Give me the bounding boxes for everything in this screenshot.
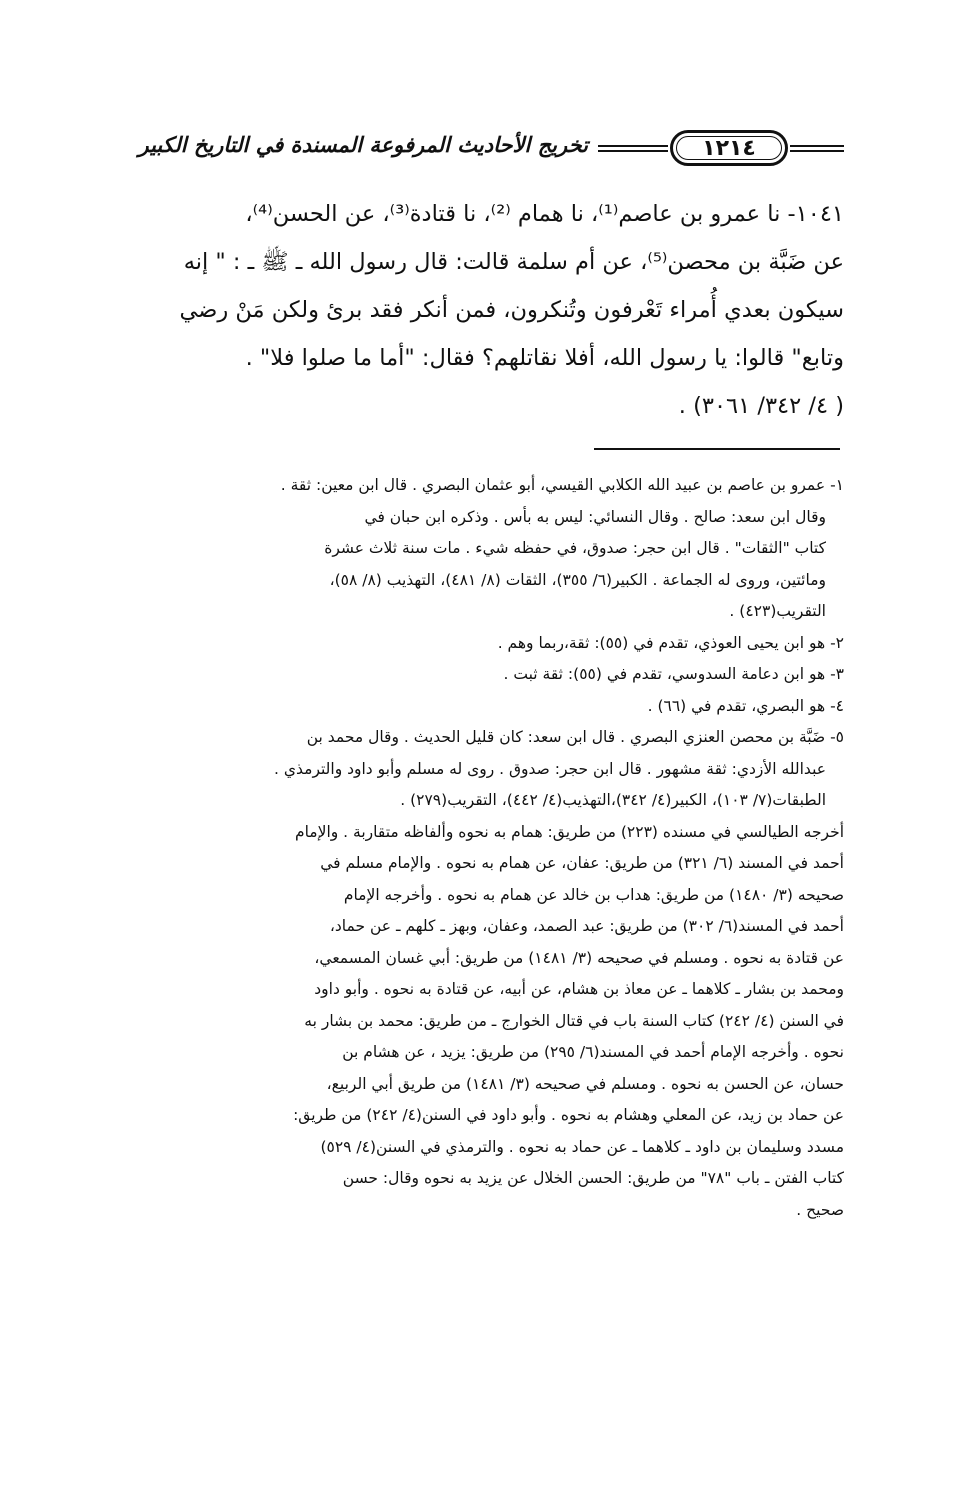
takhrij-line: في السنن (٤/ ٢٤٢) كتاب السنة باب في قتال الخوارج ـ من طريق: محمد بن بشار به [304, 1011, 844, 1030]
takhrij-line: نحوه . وأخرجه الإمام أحمد في المسند(٦/ ٢٩٥) من طريق: يزيد ، عن هشام بن [342, 1043, 844, 1061]
page-number: ١٢١٤ [670, 130, 788, 166]
footnote-separator [594, 448, 840, 450]
footnote-line: كتاب "الثقات" . قال ابن حجر: صدوق، في حفظه شيء . مات سنة ثلاث عشرة [324, 539, 826, 557]
footnote-5 [108, 722, 844, 817]
footnote-4: ٤- هو البصري، تقدم في (٦٦) . [647, 696, 844, 715]
takhrij-line: حسان، عن الحسن به نحوه . ومسلم في صحيحه (٣/ ١٤٨١) من طريق أبي الربيع، [326, 1074, 844, 1093]
takhrij-line: صحيحه (٣/ ١٤٨٠) من طريق: هداب بن خالد عن همام به نحوه . وأخرجه الإمام [343, 885, 844, 904]
running-title: تخريج الأحاديث المرفوعة المسندة في التاريخ الكبير [138, 132, 588, 157]
takhrij-line: مسدد وسليمان بن داود ـ كلاهما ـ عن حماد به نحوه . والترمذي في السنن(٤/ ٥٢٩) [320, 1137, 844, 1156]
takhrij-line: كتاب الفتن ـ باب "٧٨" من طريق: الحسن الخلال عن يزيد به نحوه وقال: حسن [342, 1169, 844, 1187]
header-rule-right [790, 145, 844, 152]
hadith-line: عن ضَبَّة بن محصن⁽⁵⁾، عن أم سلمة قالت: قال رسول الله ـ ﷺ ـ : " إنه [183, 249, 844, 275]
hadith-line: وتابع" قالوا: يا رسول الله، أفلا نقاتلهم؟ فقال: "أما ما صلوا فلا" . [245, 345, 844, 371]
takhrij-line: عن حماد بن زيد، عن المعلي وهشام به نحوه . وأبو داود في السنن(٤/ ٢٤٢) من طريق: [293, 1106, 844, 1124]
hadith-reference: ( ٤/ ٣٤٢/ ٣٠٦١) . [678, 393, 844, 419]
footnote-1 [108, 470, 844, 628]
footnote-line: ٥- ضَبَّة بن محصن العنزي البصري . قال ابن سعد: كان قليل الحديث . وقال محمد بن [306, 728, 844, 746]
footnote-line: التقريب(٤٢٣) . [729, 602, 826, 620]
footnote-line: وقال ابن سعد: صالح . وقال النسائي: ليس به بأس . وذكره ابن حبان في [364, 507, 826, 526]
header-rule-middle [598, 145, 668, 152]
footnote-line: عبدالله الأزدي: ثقة مشهور . قال ابن حجر: صدوق . روى له مسلم وأبو داود والترمذي . [274, 759, 826, 778]
hadith-line: ١٠٤١- نا عمرو بن عاصم⁽¹⁾، نا همام ⁽²⁾، نا قتادة⁽³⁾، عن الحسن⁽⁴⁾، [245, 201, 844, 227]
footnote-line: الطبقات(٧/ ١٠٣)، الكبير(٤/ ٣٤٢)،التهذيب(٤/ ٤٤٢)، التقريب(٢٧٩) . [400, 791, 826, 809]
page-header [98, 128, 844, 172]
hadith-text [108, 190, 844, 430]
footnote-line: ١- عمرو بن عاصم بن عبيد الله الكلابي القيسي، أبو عثمان البصري . قال ابن معين: ثقة . [280, 476, 844, 494]
takhrij-line: أحمد في المسند (٦/ ٣٢١) من طريق: عفان، عن همام به نحوه . والإمام مسلم في [320, 854, 844, 872]
footnote-line: ومائتين، وروى له الجماعة . الكبير(٦/ ٣٥٥)، الثقات (٨/ ٤٨١)، التهذيب (٨/ ٥٨)، [329, 570, 826, 589]
takhrij-line: عن قتادة به نحوه . ومسلم في صحيحه (٣/ ١٤٨١) من طريق: أبي غسان المسمعي، [314, 948, 844, 967]
footnotes [108, 470, 844, 1226]
takhrij-paragraph [108, 817, 844, 1227]
takhrij-line: صحيح . [796, 1200, 844, 1219]
footnote-3: ٣- هو ابن دعامة السدوسي، تقدم في (٥٥): ثقة ثبت . [503, 665, 844, 683]
takhrij-line: أحمد في المسند(٦/ ٣٠٢) من طريق: عبد الصمد، وعفان، وبهز ـ كلهم ـ عن حماد، [329, 917, 844, 935]
takhrij-line: ومحمد بن بشار ـ كلاهما ـ عن معاذ بن هشام، عن أبيه، عن قتادة به نحوه . وأبو داود [314, 980, 844, 998]
hadith-line: سيكون بعدي أُمراء تَعْرفون وتُنكرون، فمن أنكر فقد برئ ولكن مَنْ رضي [179, 297, 844, 323]
footnote-2: ٢- هو ابن يحيى العوذي، تقدم في (٥٥): ثقة،ربما وهم . [497, 633, 844, 652]
takhrij-line: أخرجه الطيالسي في مسنده (٢٢٣) من طريق: همام به نحوه وألفاظه متقاربة . والإمام [294, 822, 844, 841]
